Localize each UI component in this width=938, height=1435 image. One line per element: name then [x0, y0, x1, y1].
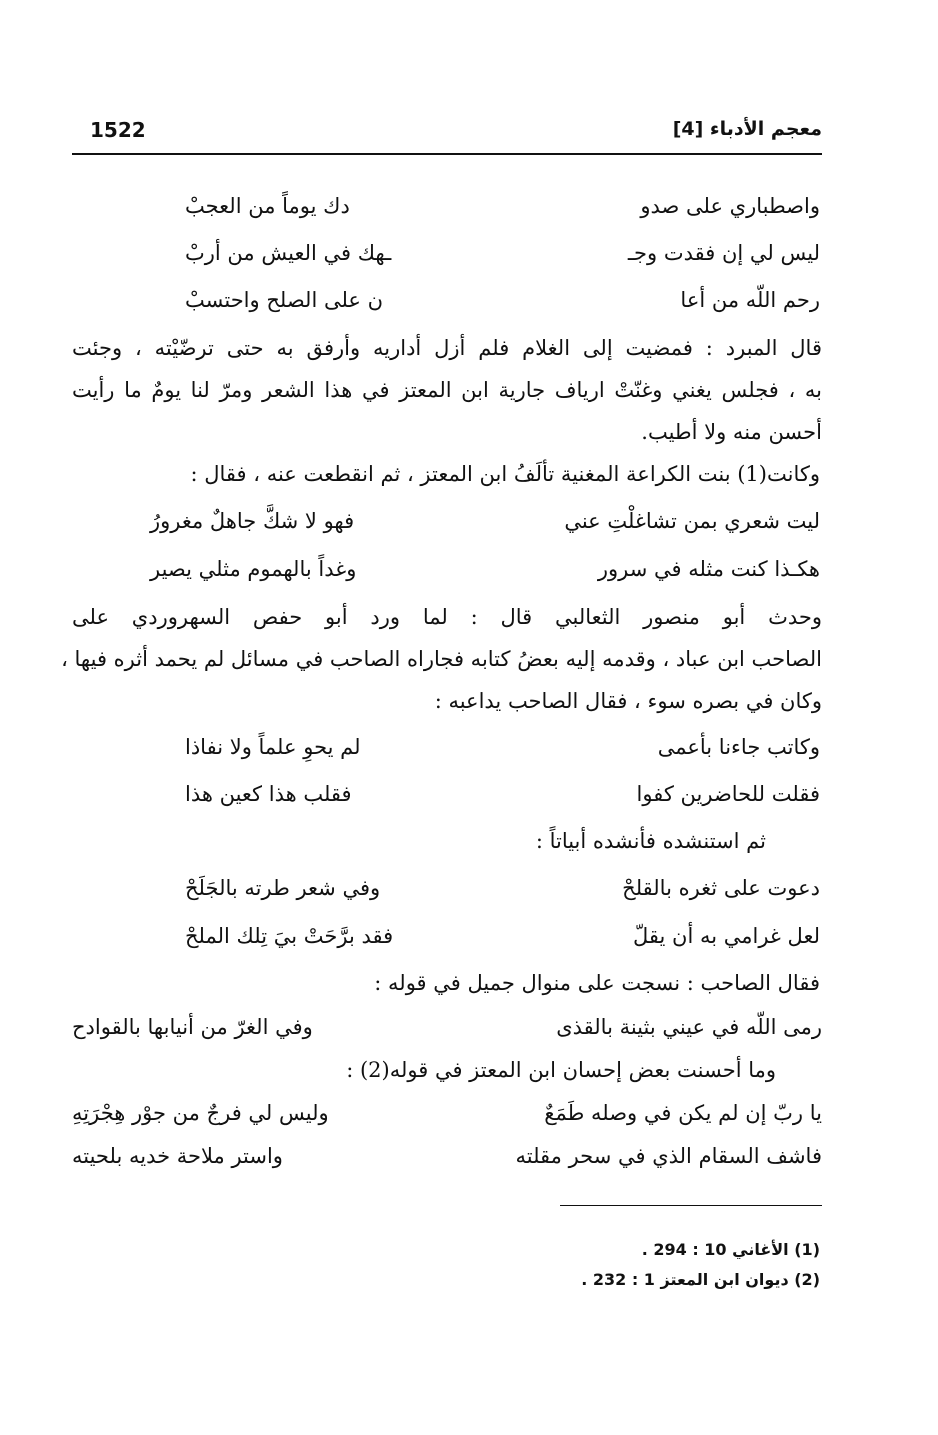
running-title: معجم الأدباء [4]: [672, 118, 822, 140]
footnote: (1) الأغاني 10 : 294 .: [641, 1240, 820, 1259]
verse-hemistich-left: ـهك في العيش من أربْ: [185, 241, 392, 265]
verse-hemistich-left: لم يحوِ علماً ولا نفاذا: [185, 735, 361, 759]
footnote-rule: [560, 1205, 822, 1206]
paragraph-line: قال المبرد : فمضيت إلى الغلام فلم أزل أداريه وأرفق به حتى ترضّيْته ، وجئت: [72, 336, 822, 360]
verse-hemistich-right: رحم اللّه من أعا: [680, 288, 820, 312]
verse-hemistich-right: فاشف السقام الذي في سحر مقلته: [515, 1144, 822, 1168]
verse-hemistich-left: فقد برَّحَتْ بيَ تِلك الملحْ: [185, 924, 394, 948]
footnote: (2) ديوان ابن المعتز 1 : 232 .: [581, 1270, 820, 1289]
verse-hemistich-left: فهو لا شكَّ جاهلٌ مغرورُ: [150, 509, 355, 533]
verse-hemistich-left: دك يوماً من العجبْ: [185, 194, 350, 218]
page-number: 1522: [90, 118, 146, 142]
paragraph-line: الصاحب ابن عباد ، وقدمه إليه بعضُ كتابه فجاراه الصاحب في مسائل لم يحمد أثره فيها ،: [61, 647, 822, 671]
verse-hemistich-left: ن على الصلح واحتسبْ: [185, 288, 384, 312]
verse-hemistich-right: فقلت للحاضرين كفوا: [636, 782, 820, 806]
verse-hemistich-left: وليس لي فرجٌ من جوْر هِجْرَتِهِ: [72, 1101, 329, 1125]
verse-hemistich-left: وغداً بالهموم مثلي يصير: [150, 557, 357, 581]
paragraph-line: أحسن منه ولا أطيب.: [641, 420, 822, 444]
verse-hemistich-left: واستر ملاحة خديه بلحيته: [72, 1144, 283, 1168]
page-header: [70, 118, 822, 148]
verse-hemistich-right: واصطباري على صدو: [640, 194, 820, 218]
verse-hemistich-right: لعل غرامي به أن يقلّ: [632, 924, 820, 948]
verse-hemistich-right: وكاتب جاءنا بأعمى: [657, 735, 820, 759]
verse-hemistich-right: يا ربّ إن لم يكن في وصله طَمَعٌ: [544, 1101, 822, 1125]
verse-hemistich-right: رمى اللّه في عيني بثينة بالقذى: [556, 1015, 822, 1039]
paragraph-line: وما أحسنت بعض إحسان ابن المعتز في قوله(2) :: [346, 1058, 776, 1082]
verse-hemistich-right: ليس لي إن فقدت وجـ: [627, 241, 820, 265]
verse-hemistich-right: هكـذا كنت مثله في سرور: [597, 557, 820, 581]
paragraph-line: به ، فجلس يغني وغنّتْ ارياف جارية ابن المعتز في هذا الشعر ومرّ لنا يومٌ ما رأيت: [72, 378, 822, 402]
paragraph-line: وكان في بصره سوء ، فقال الصاحب يداعبه :: [434, 689, 822, 713]
paragraph-line: فقال الصاحب : نسجت على منوال جميل في قوله :: [374, 971, 820, 995]
verse-hemistich-left: وفي الغرّ من أنيابها بالقوادح: [72, 1015, 313, 1039]
verse-hemistich-right: ليت شعري بمن تشاغلْتِ عني: [564, 509, 820, 533]
verse-hemistich-left: وفي شعر طرته بالجَلَحْ: [185, 876, 381, 900]
paragraph-line: وحدث أبو منصور الثعالبي قال : لما ورد أبو حفص السهروردي على: [72, 605, 822, 629]
paragraph-line: ثم استنشده فأنشده أبياتاً :: [535, 829, 766, 853]
header-rule: [72, 153, 822, 155]
verse-hemistich-left: فقلب هذا كعين هذا: [185, 782, 352, 806]
verse-hemistich-right: دعوت على ثغره بالقلحْ: [622, 876, 820, 900]
paragraph-line: وكانت(1) بنت الكراعة المغنية تألَفُ ابن المعتز ، ثم انقطعت عنه ، فقال :: [190, 462, 820, 486]
